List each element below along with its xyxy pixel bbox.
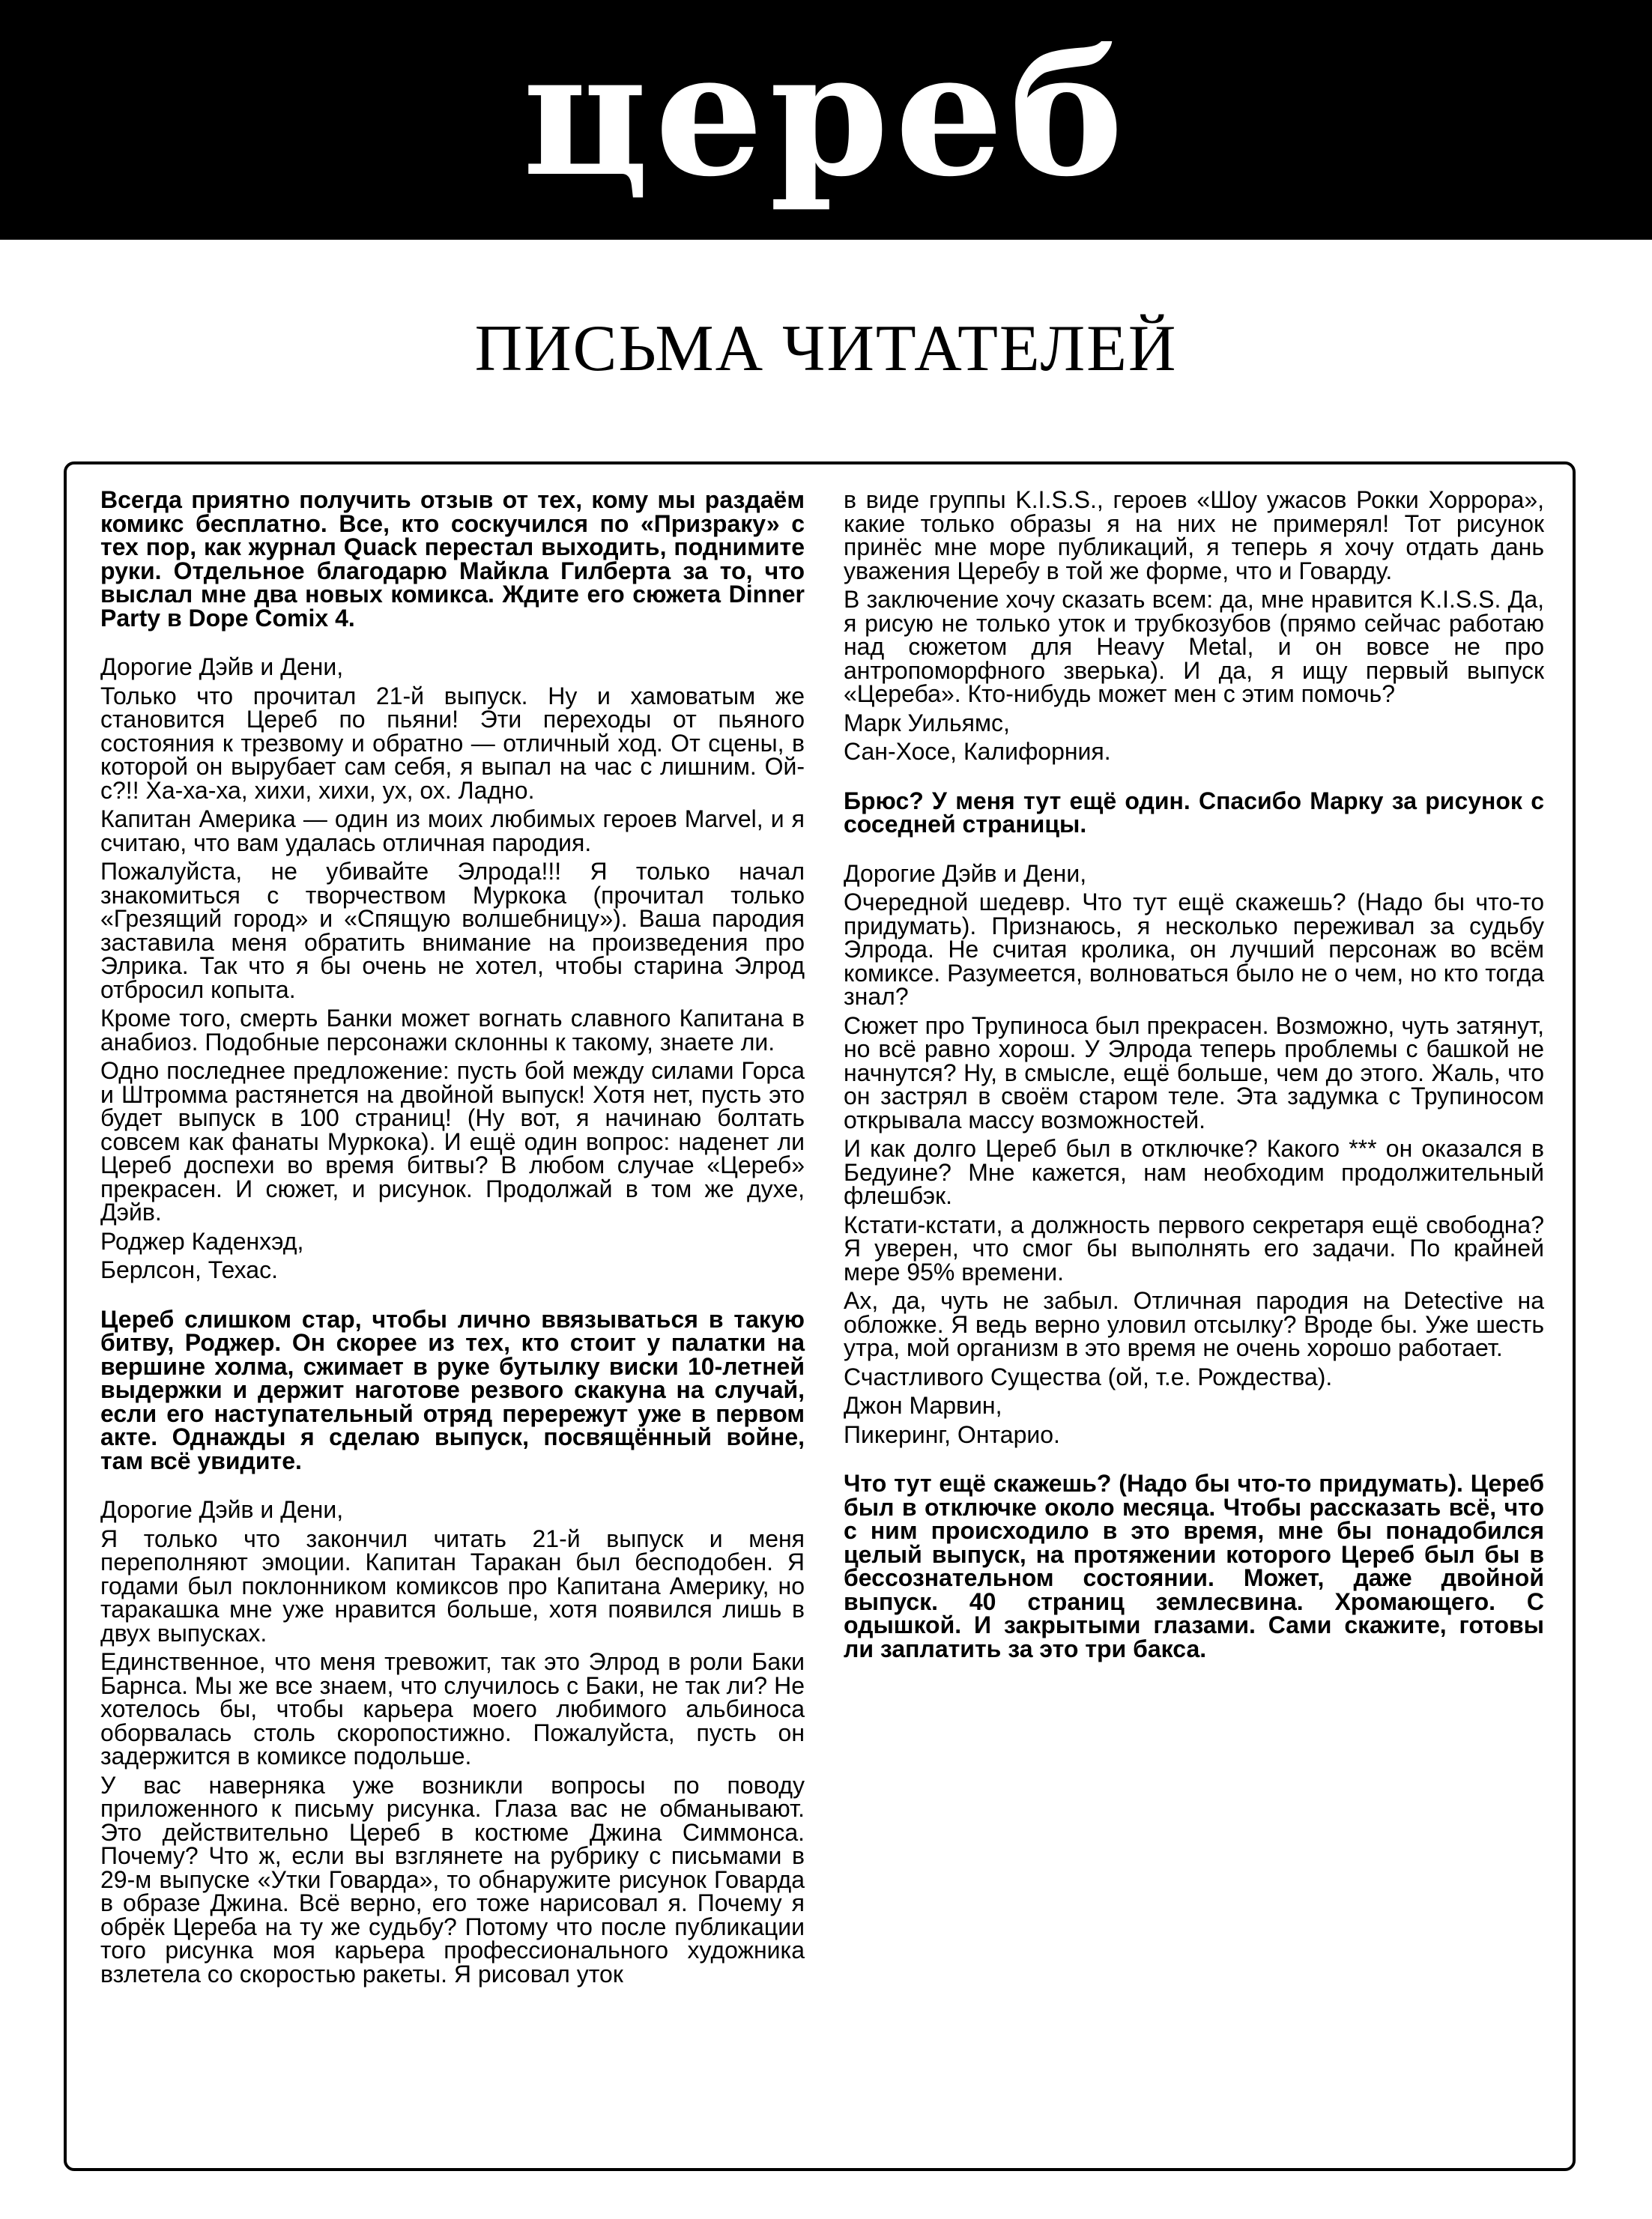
letter-signature: Джон Марвин, bbox=[844, 1392, 1002, 1419]
letter-paragraph: в виде группы K.I.S.S., героев «Шоу ужасов Рокки Хоррора», какие только образы я на них не примерял! Тот рисунок принёс мне море публикаций, я теперь я хочу отдать дань уважения Церебу в той же форме, что и Говарду. bbox=[844, 486, 1544, 584]
letter-salutation: Дорогие Дэйв и Дени, bbox=[100, 653, 344, 680]
letter-signature: Счастливого Существа (ой, т.е. Рождества). bbox=[844, 1363, 1333, 1390]
letter-paragraph: Единственное, что меня тревожит, так это Элрод в роли Баки Барнса. Мы же все знаем, что случилось с Баки, не так ли? Не хотелось бы, чтобы карьера моего любимого альбиноса оборвалась столь скоропостижно. Пожалуйста, пусть он задержится в комиксе подольше. bbox=[100, 1648, 805, 1770]
letter-paragraph: Я только что закончил читать 21-й выпуск и меня переполняют эмоции. Капитан Таракан был бесподобен. Я годами был поклонником комиксов про Капитана Америку, но таракашка мне уже нравится больше, хотя появился лишь в двух выпусках. bbox=[100, 1525, 805, 1647]
letter-paragraph: Капитан Америка — один из моих любимых героев Marvel, и я считаю, что вам удалась отличная пародия. bbox=[100, 805, 805, 856]
letter-salutation: Дорогие Дэйв и Дени, bbox=[844, 859, 1087, 887]
letter-paragraph: Сюжет про Трупиноса был прекрасен. Возможно, чуть затянут, но всё равно хорош. У Элрода теперь проблемы с башкой не начнутся? Ну, в смысле, ещё больше, чем до этого. Жаль, что он застрял в своём старом теле. Эта задумка с Трупиносом открывала массу возможностей. bbox=[844, 1011, 1544, 1133]
left-column bbox=[100, 488, 805, 1991]
letter-signature: Сан-Хосе, Калифорния. bbox=[844, 738, 1111, 765]
masthead bbox=[0, 0, 1652, 240]
editor-reply: Всегда приятно получить отзыв от тех, кому мы раздаём комикс бесплатно. Все, кто соскучился по «Призраку» с тех пор, как журнал Quack перестал выходить, поднимите руки. Отдельное благодарю Майкла Гилберта за то, что выслал мне два новых комикса. Ждите его сюжета Dinner Party в Dope Comix 4. bbox=[100, 486, 805, 632]
letter-paragraph: В заключение хочу сказать всем: да, мне нравится K.I.S.S. Да, я рисую не только уток и трубкозубов (прямо сейчас работаю над сюжетом для Heavy Metal, и он вовсе не про антропоморфного зверька). И да, я ищу первый выпуск «Цереба». Кто-нибудь может мен с этим помочь? bbox=[844, 586, 1544, 707]
letter-signature: Пикеринг, Онтарио. bbox=[844, 1420, 1060, 1448]
letter-signature: Роджер Каденхэд, bbox=[100, 1227, 304, 1255]
letter-paragraph: Одно последнее предложение: пусть бой между силами Горса и Штромма растянется на двойной выпуск! Хотя нет, пусть это будет выпуск в 100 страниц! (Ну вот, я начинаю болтать совсем как фанаты Муркока). И ещё один вопрос: наденет ли Цереб доспехи во время битвы? В любом случае «Цереб» прекрасен. И сюжет, и рисунок. Продолжай в том же духе, Дэйв. bbox=[100, 1057, 805, 1226]
right-column bbox=[844, 488, 1544, 1666]
letter-paragraph: Ах, да, чуть не забыл. Отличная пародия на Detective на обложке. Я ведь верно уловил отсылку? Вроде бы. Уже шесть утра, мой организм в это время не очень хорошо работает. bbox=[844, 1287, 1544, 1361]
letters-box bbox=[64, 461, 1576, 2171]
masthead-title: цереб bbox=[522, 13, 1130, 214]
letter-salutation: Дорогие Дэйв и Дени, bbox=[100, 1496, 344, 1523]
editor-reply: Брюс? У меня тут ещё один. Спасибо Марку за рисунок с соседней страницы. bbox=[844, 787, 1544, 838]
editor-reply: Что тут ещё скажешь? (Надо бы что-то придумать). Цереб был в отключке около месяца. Чтобы рассказать всё, что с ним происходило в это время, мне бы понадобился целый выпуск, на протяжении которого Цереб был бы в бессознательном состоянии. Может, даже двойной выпуск. 40 страниц землесвина. Хромающего. С одышкой. И закрытыми глазами. Сами скажите, готовы ли заплатить за это три бакса. bbox=[844, 1470, 1544, 1662]
letter-paragraph: Пожалуйста, не убивайте Элрода!!! Я только начал знакомиться с творчеством Муркока (прочитал только «Грезящий город» и «Спящую волшебницу»). Ваша пародия заставила меня обратить внимание на произведения про Элрика. Так что я бы очень не хотел, чтобы старина Элрод отбросил копыта. bbox=[100, 858, 805, 1003]
letter-paragraph: Очередной шедевр. Что тут ещё скажешь? (Надо бы что-то придумать). Признаюсь, я несколько переживал за судьбу Элрода. Не считая кролика, он лучший персонаж во всём комиксе. Разумеется, волноваться было не о чем, но кто тогда знал? bbox=[844, 888, 1544, 1010]
letter-paragraph: Только что прочитал 21-й выпуск. Ну и хамоватым же становится Цереб по пьяни! Эти переходы от пьяного состояния к трезвому и обратно — отличный ход. От сцены, в которой он вырубает сам себя, я выпал на час с лишним. Ой-с?!! Ха-ха-ха, хихи, хихи, ух, ох. Ладно. bbox=[100, 682, 805, 804]
letter-paragraph: У вас наверняка уже возникли вопросы по поводу приложенного к письму рисунка. Глаза вас не обманывают. Это действительно Цереб в костюме Джина Симмонса. Почему? Что ж, если вы взглянете на рубрику с письмами в 29-м выпуске «Утки Говарда», то обнаружите рисунок Говарда в образе Джина. Всё верно, его тоже нарисовал я. Почему я обрёк Цереба на ту же судьбу? Потому что после публикации того рисунка моя карьера профессионального художника взлетела со скоростью ракеты. Я рисовал уток bbox=[100, 1771, 805, 1988]
letter-paragraph: Кстати-кстати, а должность первого секретаря ещё свободна? Я уверен, что смог бы выполнять его задачи. По крайней мере 95% времени. bbox=[844, 1211, 1544, 1286]
letter-paragraph: Кроме того, смерть Банки может вогнать славного Капитана в анабиоз. Подобные персонажи склонны к такому, знаете ли. bbox=[100, 1005, 805, 1056]
editor-reply: Цереб слишком стар, чтобы лично ввязываться в такую битву, Роджер. Он скорее из тех, кто стоит у палатки на вершине холма, сжимает в руке бутылку виски 10-летней выдержки и держит наготове резвого скакуна на случай, если его наступательный отряд перережут уже в первом акте. Однажды я сделаю выпуск, посвящённый войне, там всё увидите. bbox=[100, 1305, 805, 1474]
letter-signature: Берлсон, Техас. bbox=[100, 1256, 278, 1283]
letter-signature: Марк Уильямс, bbox=[844, 709, 1010, 736]
section-title: ПИСЬМА ЧИТАТЕЛЕЙ bbox=[474, 312, 1178, 385]
letter-paragraph: И как долго Цереб был в отключке? Какого *** он оказался в Бедуине? Мне кажется, нам необходим продолжительный флешбэк. bbox=[844, 1135, 1544, 1209]
